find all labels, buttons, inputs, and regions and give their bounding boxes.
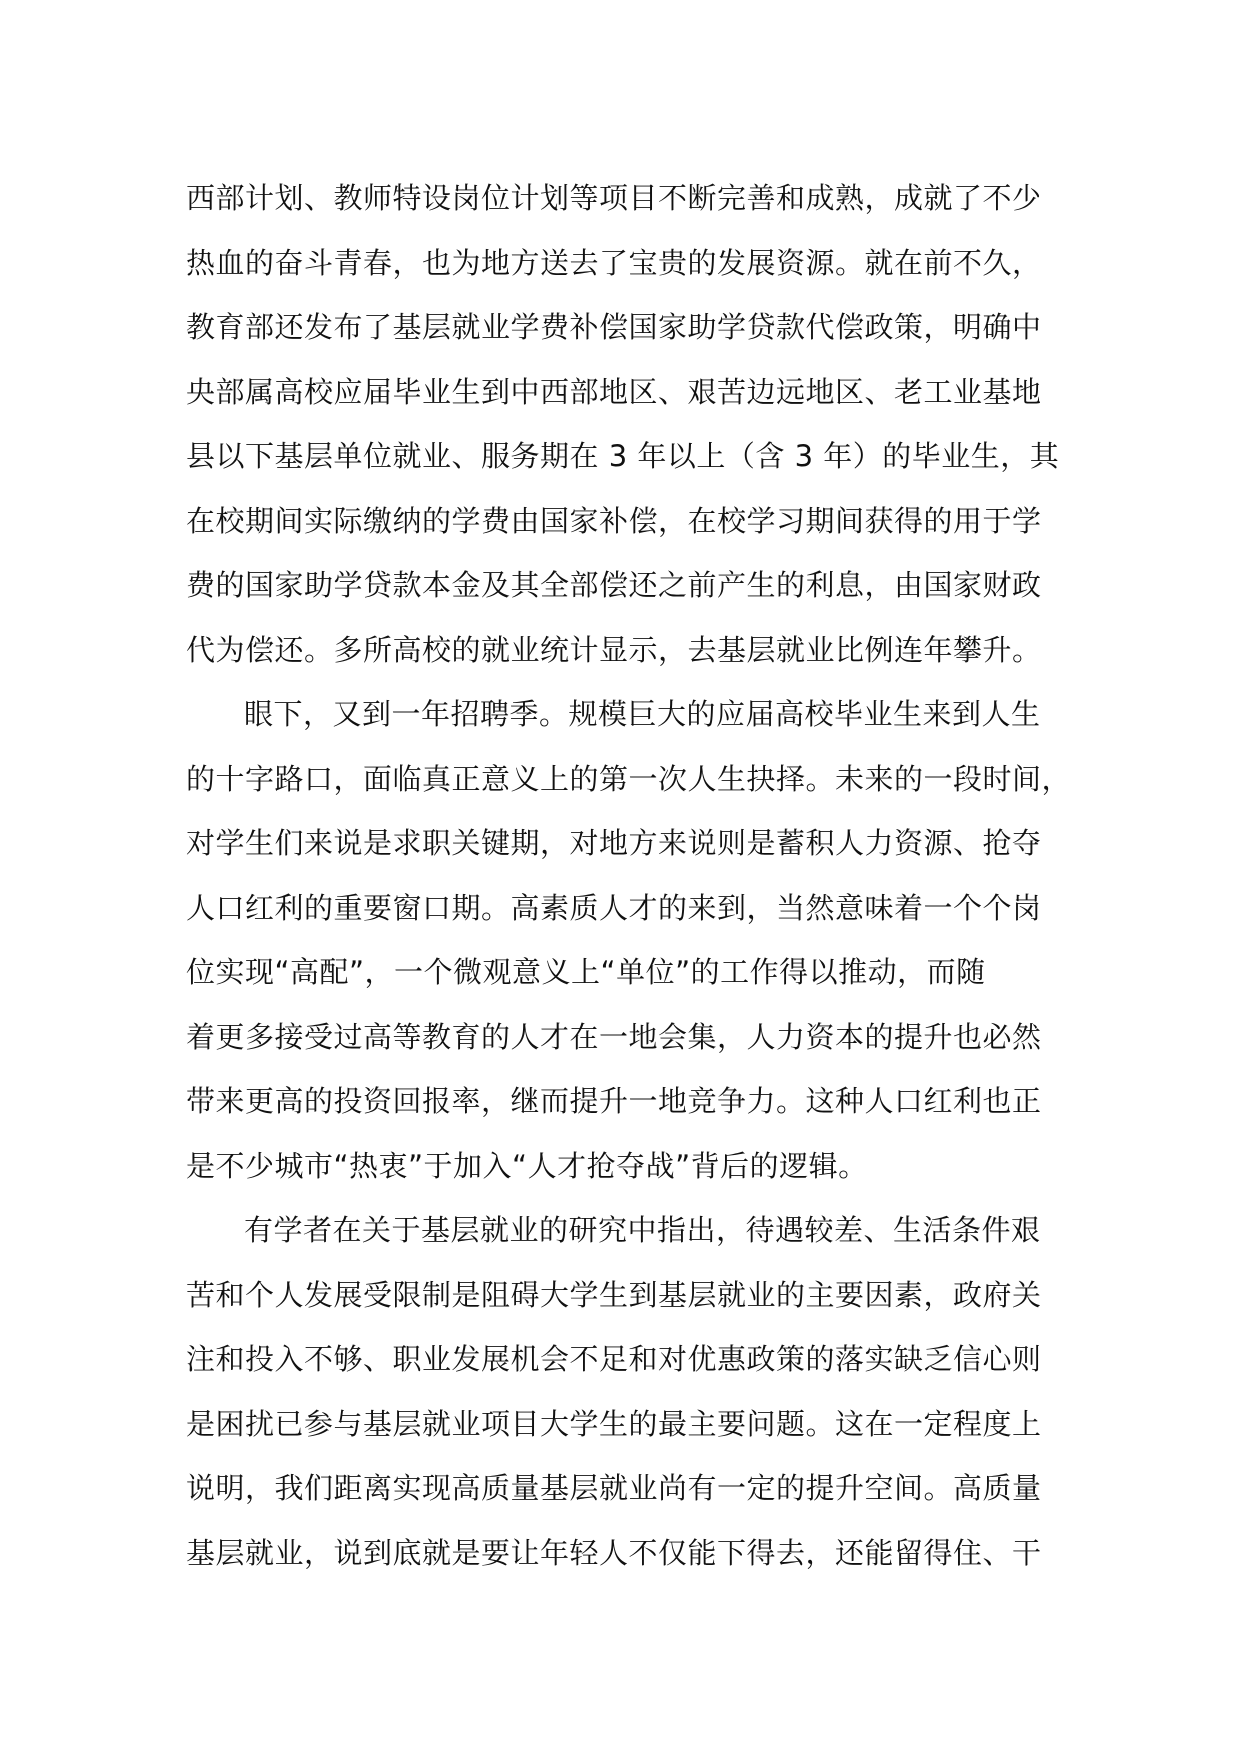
text-line: 位实现“高配”，一个微观意义上“单位”的工作得以推动，而随 xyxy=(186,955,986,989)
text-line: 的十字路口，面临真正意义上的第一次人生抉择。未来的一段时间， xyxy=(186,761,1072,796)
text-line: 费的国家助学贷款本金及其全部偿还之前产生的利息，由国家财政 xyxy=(186,568,1042,602)
text-line: 县以下基层单位就业、服务期在 3 年以上（含 3 年）的毕业生，其 xyxy=(186,439,1060,473)
paragraph-first-line: 眼下，又到一年招聘季。规模巨大的应届高校毕业生来到人生 xyxy=(244,697,1041,731)
text-line: 西部计划、教师特设岗位计划等项目不断完善和成熟，成就了不少 xyxy=(186,181,1042,215)
text-line: 着更多接受过高等教育的人才在一地会集，人力资本的提升也必然 xyxy=(186,1019,1042,1054)
text-line: 是不少城市“热衷”于加入“人才抢夺战”背后的逻辑。 xyxy=(186,1148,868,1183)
text-line: 人口红利的重要窗口期。高素质人才的来到，当然意味着一个个岗 xyxy=(186,890,1042,925)
text-line: 央部属高校应届毕业生到中西部地区、艰苦边远地区、老工业基地 xyxy=(186,374,1042,409)
body-text xyxy=(186,166,1072,1585)
paragraph-first-line: 有学者在关于基层就业的研究中指出，待遇较差、生活条件艰 xyxy=(244,1213,1041,1247)
text-line: 说明，我们距离实现高质量基层就业尚有一定的提升空间。高质量 xyxy=(186,1471,1042,1505)
text-line: 在校期间实际缴纳的学费由国家补偿，在校学习期间获得的用于学 xyxy=(186,503,1042,538)
text-line: 注和投入不够、职业发展机会不足和对优惠政策的落实缺乏信心则 xyxy=(186,1342,1042,1376)
text-line: 热血的奋斗青春，也为地方送去了宝贵的发展资源。就在前不久， xyxy=(186,245,1042,280)
text-line: 基层就业，说到底就是要让年轻人不仅能下得去，还能留得住、干 xyxy=(186,1535,1042,1570)
text-line: 是困扰已参与基层就业项目大学生的最主要问题。这在一定程度上 xyxy=(186,1406,1042,1441)
text-line: 带来更高的投资回报率，继而提升一地竞争力。这种人口红利也正 xyxy=(186,1084,1042,1118)
text-line: 苦和个人发展受限制是阻碍大学生到基层就业的主要因素，政府关 xyxy=(186,1277,1042,1312)
text-line: 对学生们来说是求职关键期，对地方来说则是蓄积人力资源、抢夺 xyxy=(186,826,1042,860)
text-line: 代为偿还。多所高校的就业统计显示，去基层就业比例连年攀升。 xyxy=(186,632,1042,667)
text-line: 教育部还发布了基层就业学费补偿国家助学贷款代偿政策，明确中 xyxy=(186,310,1042,344)
